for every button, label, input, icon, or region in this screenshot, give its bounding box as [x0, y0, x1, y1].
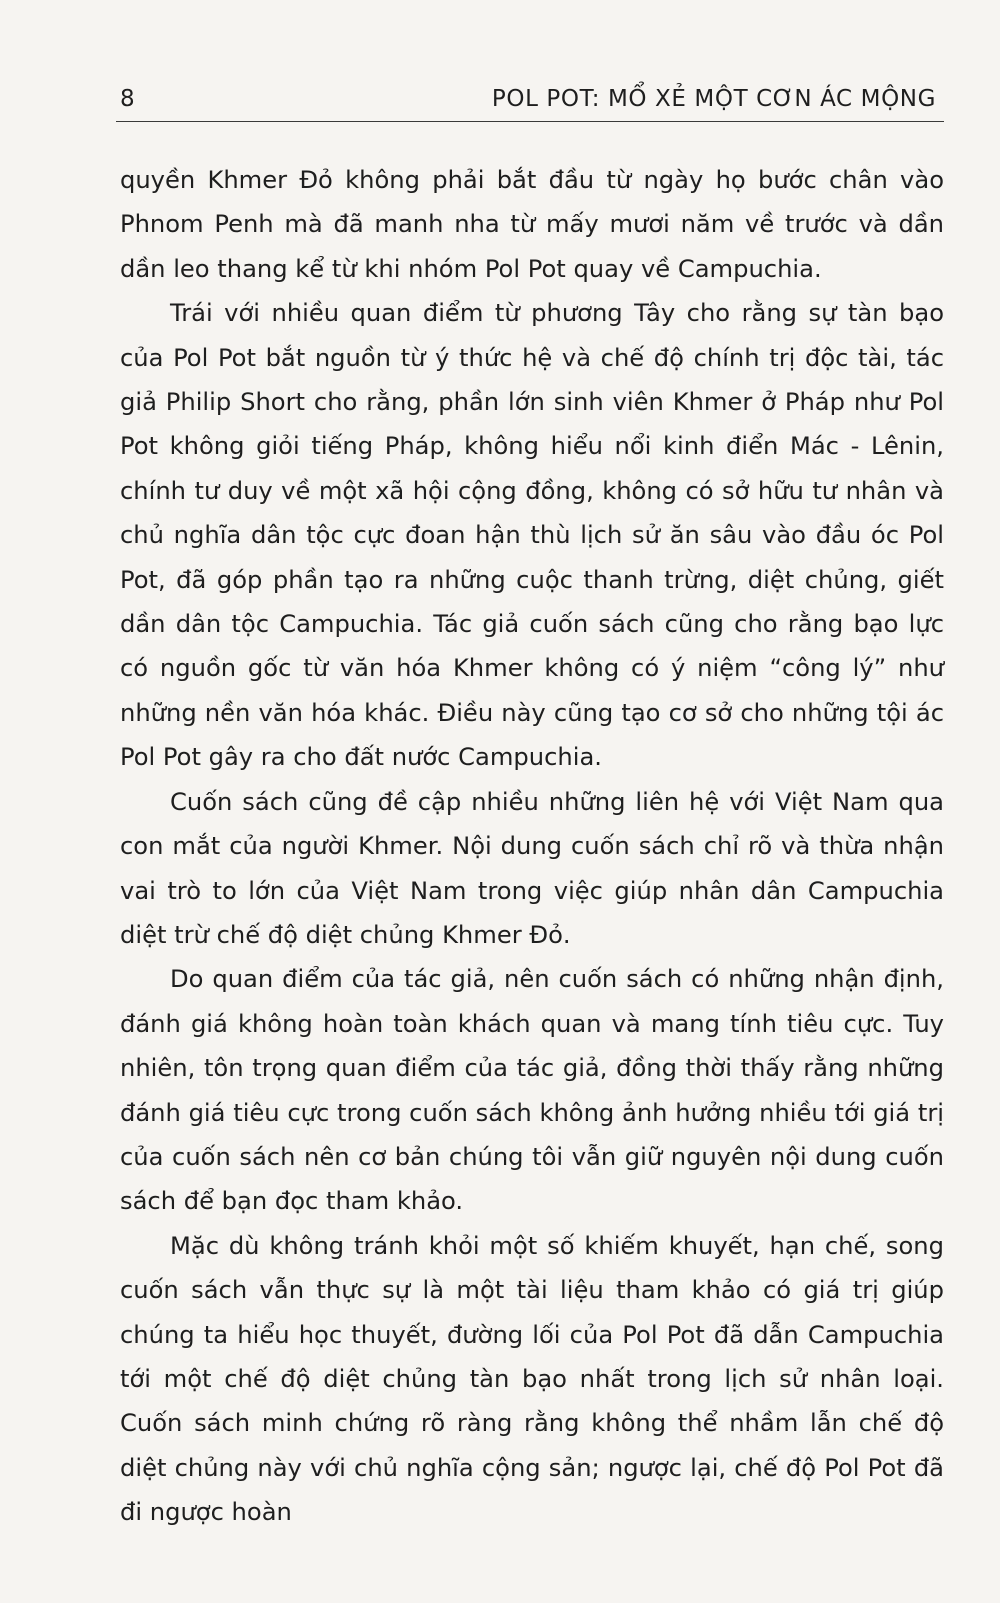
paragraph-continued: quyền Khmer Đỏ không phải bắt đầu từ ngày họ bước chân vào Phnom Penh mà đã manh nha từ mấy mươi năm về trước và dần dần leo thang kể từ khi nhóm Pol Pot quay về Campuchia.	[120, 166, 944, 283]
header-rule	[116, 121, 944, 122]
paragraph: Trái với nhiều quan điểm từ phương Tây cho rằng sự tàn bạo của Pol Pot bắt nguồn từ ý thức hệ và chế độ chính trị độc tài, tác giả Philip Short cho rằng, phần lớn sinh viên Khmer ở Pháp như Pol Pot không giỏi tiếng Pháp, không hiểu nổi kinh điển Mác - Lênin, chính tư duy về một xã hội cộng đồng, không có sở hữu tư nhân và chủ nghĩa dân tộc cực đoan hận thù lịch sử ăn sâu vào đầu óc Pol Pot, đã góp phần tạo ra những cuộc thanh trừng, diệt chủng, giết dần dân tộc Campuchia. Tác giả cuốn sách cũng cho rằng bạo lực có nguồn gốc từ văn hóa Khmer không có ý niệm “công lý” như những nền văn hóa khác. Điều này cũng tạo cơ sở cho những tội ác Pol Pot gây ra cho đất nước Campuchia.	[120, 299, 944, 772]
body-text	[120, 158, 944, 1535]
running-title: POL POT: MỔ XẺ MỘT CƠN ÁC MỘNG	[491, 86, 936, 112]
paragraph: Do quan điểm của tác giả, nên cuốn sách có những nhận định, đánh giá không hoàn toàn khách quan và mang tính tiêu cực. Tuy nhiên, tôn trọng quan điểm của tác giả, đồng thời thấy rằng những đánh giá tiêu cực trong cuốn sách không ảnh hưởng nhiều tới giá trị của cuốn sách nên cơ bản chúng tôi vẫn giữ nguyên nội dung cuốn sách để bạn đọc tham khảo.	[120, 965, 944, 1216]
paragraph: Cuốn sách cũng đề cập nhiều những liên hệ với Việt Nam qua con mắt của người Khmer. Nội dung cuốn sách chỉ rõ và thừa nhận vai trò to lớn của Việt Nam trong việc giúp nhân dân Campuchia diệt trừ chế độ diệt chủng Khmer Đỏ.	[120, 787, 944, 949]
paragraph: Mặc dù không tránh khỏi một số khiếm khuyết, hạn chế, song cuốn sách vẫn thực sự là một tài liệu tham khảo có giá trị giúp chúng ta hiểu học thuyết, đường lối của Pol Pot đã dẫn Campuchia tới một chế độ diệt chủng tàn bạo nhất trong lịch sử nhân loại. Cuốn sách minh chứng rõ ràng rằng không thể nhầm lẫn chế độ diệt chủng này với chủ nghĩa cộng sản; ngược lại, chế độ Pol Pot đã đi ngược hoàn	[120, 1231, 944, 1527]
page-header	[120, 86, 942, 126]
page-number: 8	[120, 86, 136, 112]
